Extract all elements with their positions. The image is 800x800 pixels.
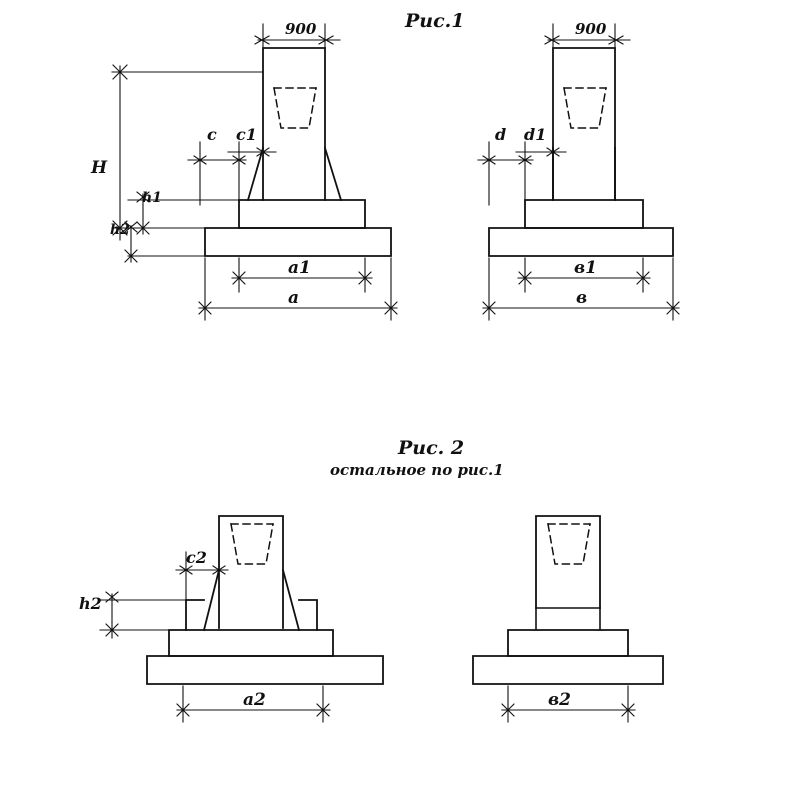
- fig1-right-dim-b1-label: в1: [574, 258, 597, 278]
- fig1-right-dim-d1-label: d1: [524, 125, 547, 144]
- fig2-left-dim-c2-label: c2: [186, 548, 207, 567]
- fig1-left-column: [263, 48, 325, 200]
- fig1-right-socket-dashed: [564, 88, 606, 128]
- fig2-title: Рис. 2: [398, 437, 465, 459]
- fig1-left-dim-900-label: 900: [285, 20, 317, 38]
- fig2-left-dim-a2-label: a2: [243, 690, 266, 710]
- fig1-left-dim-a1-label: a1: [288, 258, 311, 278]
- fig1-left-dim-h1-label: h1: [142, 190, 162, 206]
- fig2-right-base: [473, 656, 663, 684]
- fig2-left-socket-dashed: [231, 524, 273, 564]
- fig2-right-socket-dashed: [548, 524, 590, 564]
- fig1-left-dim-H-label: H: [91, 158, 108, 178]
- fig1-left-base: [205, 228, 391, 256]
- fig2-left-upper-step: [169, 630, 333, 656]
- fig2-right-midline: [536, 608, 600, 630]
- fig1-left-dim-c-label: c: [207, 125, 217, 144]
- fig1-left-dim-h2-label: h2: [110, 222, 130, 238]
- fig1-right-column: [553, 48, 615, 200]
- fig1-right-taper: [553, 148, 615, 200]
- fig1-left-dim-a-label: a: [288, 288, 300, 308]
- fig2-right-column: [536, 516, 600, 608]
- fig2-left-dim-h2: [100, 592, 186, 638]
- fig2-left-step-profile: [186, 570, 317, 630]
- fig2-left-base: [147, 656, 383, 684]
- fig2-right-dim-b2-label: в2: [548, 690, 571, 710]
- fig1-right-dim-900-label: 900: [575, 20, 607, 38]
- fig2-note: остальное по рис.1: [330, 461, 504, 479]
- fig2-right-upper-step: [508, 630, 628, 656]
- fig1-left-upper-step: [239, 200, 365, 228]
- fig1-right-dim-b-label: в: [576, 288, 588, 308]
- fig1-right-dim-d-label: d: [495, 125, 507, 144]
- fig1-right-upper-step: [525, 200, 643, 228]
- fig1-left-taper: [248, 148, 341, 200]
- fig1-left-dim-c1-label: c1: [236, 125, 257, 144]
- fig1-right-dim-d-d1: [478, 142, 566, 205]
- fig1-right-base: [489, 228, 673, 256]
- fig2-left-dim-h2-label: h2: [79, 594, 102, 613]
- fig1-left-dim-c-c1: [188, 142, 276, 205]
- fig1-left-socket-dashed: [274, 88, 316, 128]
- fig1-title: Рис.1: [405, 10, 465, 32]
- fig2-left-column: [219, 516, 283, 628]
